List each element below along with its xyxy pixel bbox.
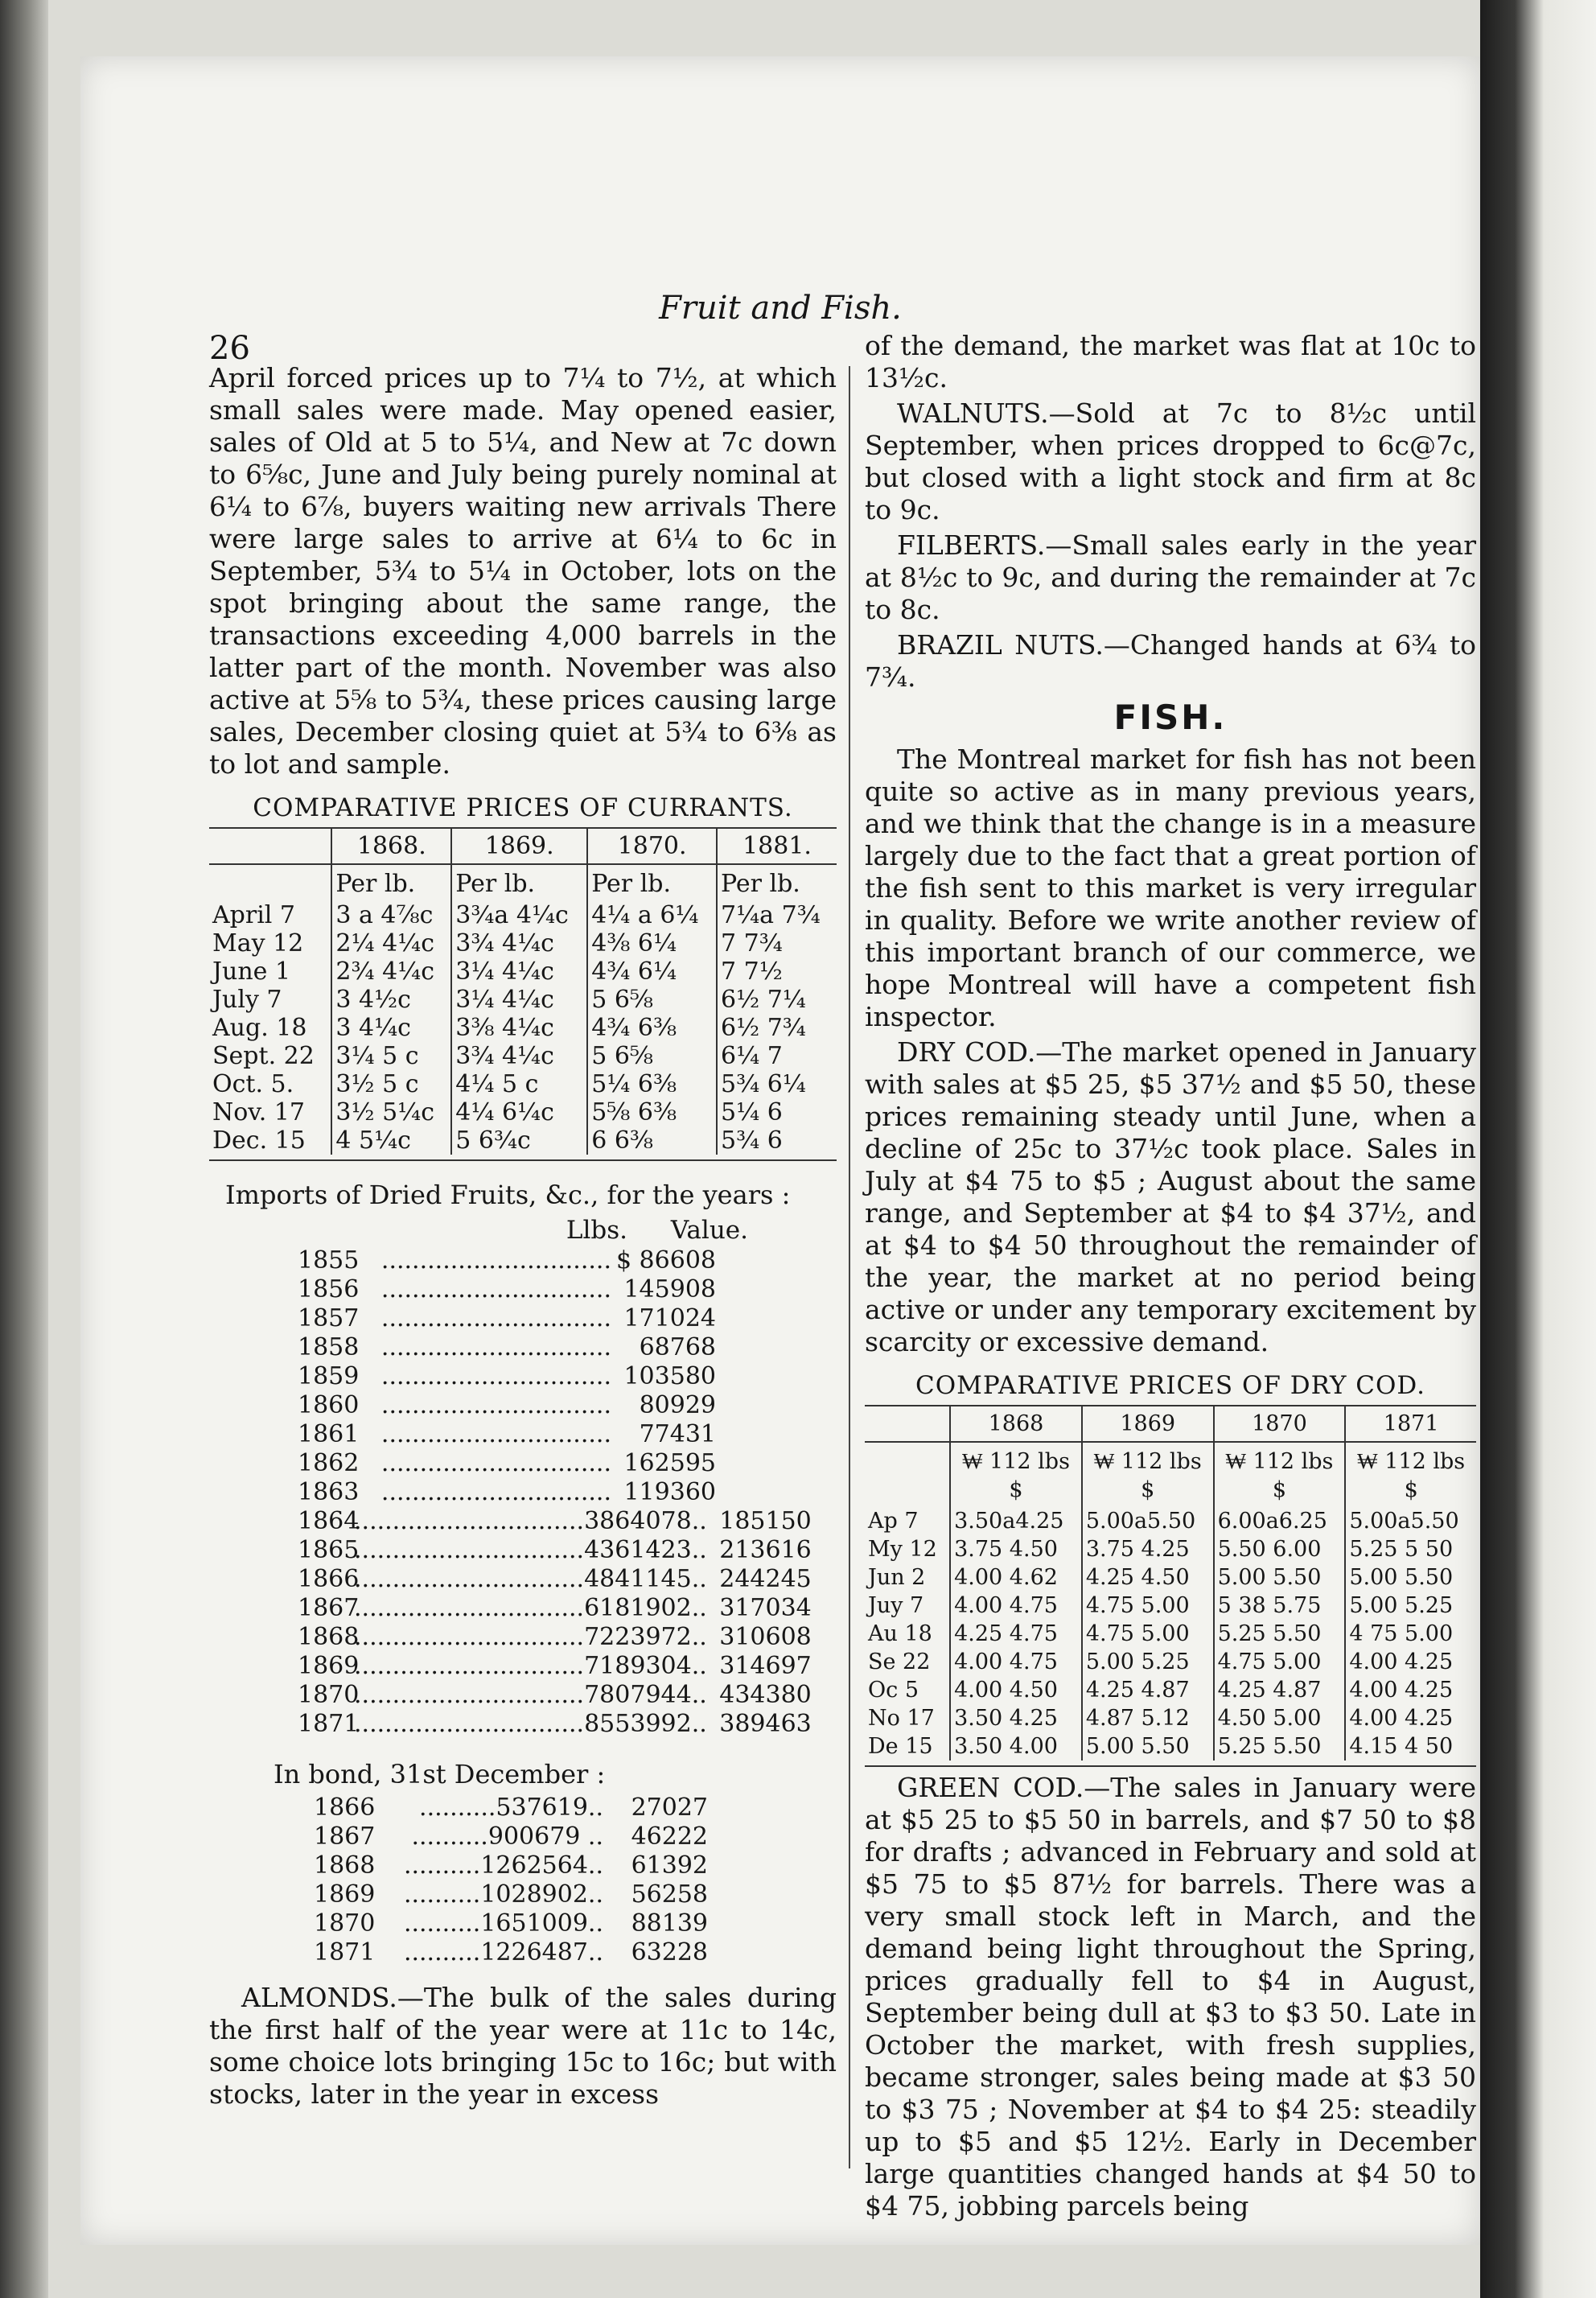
price-cell: 4¼ 5 c [451,1070,587,1098]
price-cell: 3 4½c [331,986,451,1014]
date-cell: June 1 [212,958,291,986]
price-cell: 4.00 4.50 [950,1676,1082,1704]
leader-dots: .............................. [354,1681,585,1709]
year-cell: 1866 [298,1565,360,1593]
fish-intro-paragraph: The Montreal market for fish has not been quite so active as in many previous years, and we think that the change is in a measure largely due to the fact that a great portion of the fish sent to this market is very irregular in quality. Before we write another review of this important branch of our commerce, we hope Montreal will have a competent fish inspector. [865,743,1476,1032]
lbs-cell [354,1565,707,1594]
dry-cod-table [865,1405,1476,1761]
list-item [209,1909,837,1938]
date-cell: Oc 5 [868,1678,919,1703]
leader-dots: .............................. [380,1420,611,1448]
brazil-nuts-paragraph: BRAZIL NUTS.—Changed hands at 6¾ to 7¾. [865,629,1476,693]
column-divider [849,366,850,2168]
price-cell: 3¾ 4¼c [451,1042,587,1070]
table-row [209,1126,837,1155]
price-cell: 3.50 4.00 [950,1732,1082,1761]
lbs-cell [354,1710,707,1739]
date-cell: Au 18 [868,1621,932,1646]
leader-dots: .............................. [354,1507,585,1535]
leader-dots: .............................. [354,1565,585,1593]
date-cell: Oct. 5. [212,1070,294,1098]
bond-list [209,1794,837,1967]
price-cell: 4.25 4.75 [950,1620,1082,1648]
lbs-cell [354,1304,611,1333]
date-cell: No 17 [868,1706,935,1731]
price-cell: 5.00 5.50 [1214,1563,1346,1592]
price-cell: 4.00 4.75 [950,1648,1082,1676]
price-cell: 5 38 5.75 [1214,1592,1346,1620]
date-cell: July 7 [212,986,282,1014]
leader-dots: .............................. [380,1391,611,1419]
price-cell: 5.00a5.50 [1345,1507,1476,1535]
value-cell: $ 86608 [615,1246,716,1275]
lbs-cell [378,1938,603,1967]
date-cell: Jun 2 [868,1565,926,1590]
lbs-value: 7223972.. [584,1623,707,1651]
currants-table [209,827,837,1155]
price-cell: 3¼ 4¼c [451,958,587,986]
year-cell: 1860 [298,1391,360,1419]
price-cell: 4¾ 6¼ [587,958,717,986]
unit-label: Per lb. [331,864,451,901]
lbs-cell [354,1420,611,1449]
corner-cell [209,828,331,864]
table-row [865,1507,1476,1535]
table-row [865,1563,1476,1592]
date-cell: May 12 [212,929,304,958]
price-cell: 4¾ 6⅜ [587,1014,717,1042]
value-cell: 27027 [631,1794,708,1822]
list-item [209,1536,837,1565]
price-cell: 4.75 5.00 [1082,1592,1214,1620]
price-cell: 4¼ 6¼c [451,1098,587,1126]
year-cell: 1864 [298,1507,360,1535]
value-cell: 61392 [631,1851,708,1880]
price-cell: 4⅜ 6¼ [587,929,717,958]
currants-paragraph: April forced prices up to 7¼ to 7½, at which small sales were made. May opened easier, sales of Old at 5 to 5¼, and New at 7c down to 6⅝c, June and July being purely nominal at 6¼ to 6⅞, buyers waiting new arrivals There were large sales to arrive at 6¼ to 6c in September, 5¾ to 5¼ in October, lots on the spot bringing about the same range, the transactions exceeding 4,000 barrels in the latter part of the month. November was also active at 5⅝ to 5¾, these prices causing large sales, December closing quiet at 5¾ to 6⅜ as to lot and sample. [209,362,837,780]
lbs-value: 1226487.. [480,1938,603,1966]
price-cell: 4.25 4.87 [1082,1676,1214,1704]
lbs-value: 1651009.. [480,1909,603,1938]
list-item [209,1333,837,1362]
leader-dots: .......... [403,1938,481,1966]
list-item [209,1362,837,1391]
lbs-value: 1028902.. [480,1880,603,1909]
year-header: 1868 [950,1406,1082,1442]
lbs-cell [354,1275,611,1304]
year-header: 1870 [1214,1406,1346,1442]
year-cell: 1867 [314,1822,376,1851]
price-cell: 5 6⅝ [587,986,717,1014]
table-row [865,1592,1476,1620]
lbs-value: 6181902.. [584,1594,707,1622]
value-cell: 103580 [623,1362,716,1390]
price-cell: 6.00a6.25 [1214,1507,1346,1535]
date-cell: Sept. 22 [212,1042,315,1070]
table-row [865,1535,1476,1563]
lbs-value: 7807944.. [584,1681,707,1709]
price-cell: 5¾ 6¼ [717,1070,837,1098]
table-rule [865,1765,1476,1767]
leader-dots: .............................. [380,1304,611,1332]
lbs-cell [354,1362,611,1391]
year-header: 1870. [587,828,717,864]
year-cell: 1859 [298,1362,360,1390]
leader-dots: .............................. [380,1275,611,1303]
year-cell: 1861 [298,1420,360,1448]
year-cell: 1869 [298,1652,360,1680]
price-cell: 5.00 5.25 [1345,1592,1476,1620]
list-item [209,1880,837,1909]
value-header: Value. [670,1216,748,1245]
list-item [209,1623,837,1652]
price-cell: 4.00 4.62 [950,1563,1082,1592]
price-cell: 6½ 7¼ [717,986,837,1014]
unit-label: Per lb. [451,864,587,901]
value-cell: 88139 [631,1909,708,1938]
price-cell: 2¾ 4¼c [331,958,451,986]
year-cell: 1868 [314,1851,376,1880]
leader-dots: .......... [403,1909,481,1938]
list-item [209,1594,837,1623]
price-cell: 4.25 4.50 [1082,1563,1214,1592]
date-cell: De 15 [868,1734,933,1759]
table-row [865,1732,1476,1761]
table-row [865,1704,1476,1732]
value-cell: 63228 [631,1938,708,1966]
date-cell: April 7 [212,901,296,929]
price-cell: 5 6¾c [451,1126,587,1155]
price-cell: 5.50 6.00 [1214,1535,1346,1563]
walnuts-paragraph: WALNUTS.—Sold at 7c to 8½c until September, when prices dropped to 6c@7c, but closed with a light stock and firm at 8c to 9c. [865,397,1476,525]
list-item [209,1794,837,1822]
list-item [209,1822,837,1851]
price-cell: 4¼ a 6¼ [587,901,717,929]
year-cell: 1871 [298,1710,360,1738]
unit-label: ₩ 112 lbs $ [1082,1442,1214,1507]
lbs-cell [378,1909,603,1938]
corner-cell [209,864,331,901]
price-cell: 4.75 5.00 [1214,1648,1346,1676]
filberts-paragraph: FILBERTS.—Small sales early in the year at 8½c to 9c, and during the remainder at 7c to 8c. [865,529,1476,625]
leader-dots: .............................. [354,1710,585,1738]
year-cell: 1865 [298,1536,360,1564]
date-cell: Juy 7 [868,1593,924,1618]
value-cell: 46222 [631,1822,708,1851]
year-cell: 1856 [298,1275,360,1303]
value-cell: 56258 [631,1880,708,1909]
year-cell: 1869 [314,1880,376,1909]
leader-dots: .......... [403,1851,481,1880]
price-cell: 3¼ 4¼c [451,986,587,1014]
value-cell: 77431 [639,1420,716,1448]
unit-label: Per lb. [587,864,717,901]
almonds-paragraph: ALMONDS.—The bulk of the sales during the first half of the year were at 11c to 14c, some choice lots bringing 15c to 16c; but with stocks, later in the year in excess [209,1982,837,2110]
year-cell: 1866 [314,1794,376,1822]
table-row [209,1070,837,1098]
leader-dots: .............................. [380,1362,611,1390]
leader-dots: .......... [403,1880,481,1909]
leader-dots: .............................. [354,1652,585,1680]
price-cell: 4.00 4.25 [1345,1704,1476,1732]
price-cell: 3.75 4.25 [1082,1535,1214,1563]
unit-label: ₩ 112 lbs $ [1345,1442,1476,1507]
year-header: 1869. [451,828,587,864]
year-header: 1881. [717,828,837,864]
value-cell: 314697 [719,1652,812,1680]
date-cell: Nov. 17 [212,1098,305,1126]
price-cell: 5.25 5.50 [1214,1732,1346,1761]
value-cell: 119360 [623,1478,716,1506]
value-cell: 145908 [623,1275,716,1303]
price-cell: 3¾a 4¼c [451,901,587,929]
price-cell: 4.25 4.87 [1214,1676,1346,1704]
unit-label: ₩ 112 lbs $ [1214,1442,1346,1507]
leader-dots: .............................. [380,1333,611,1361]
green-cod-paragraph: GREEN COD.—The sales in January were at $5 25 to $5 50 in barrels, and $7 50 to $8 for drafts ; advanced in February and sold at $5 75 to $5 87½ for barrels. There was a very small stock left in March, and the demand being light throughout the Spring, prices gradually fell to $4 in August, September being dull at $3 to $3 50. Late in October the market, with fresh supplies, became stronger, sales being made at $3 50 to $3 75 ; November at $4 to $4 25: steadily up to $5 and $5 12½. Early in December large quantities changed hands at $4 50 to $4 75, jobbing parcels being [865,1772,1476,2222]
lbs-cell [378,1822,603,1851]
imports-list [209,1246,837,1739]
lbs-value: 3864078.. [584,1507,707,1535]
table-row [209,958,837,986]
price-cell: 3½ 5 c [331,1070,451,1098]
date-cell: Se 22 [868,1649,931,1674]
lbs-cell [354,1652,707,1681]
price-cell: 5¼ 6⅜ [587,1070,717,1098]
value-cell: 171024 [623,1304,716,1332]
date-cell: Ap 7 [868,1509,919,1534]
price-cell: 3.50 4.25 [950,1704,1082,1732]
date-cell: Dec. 15 [212,1126,306,1155]
value-cell: 213616 [719,1536,812,1564]
list-item [209,1246,837,1275]
price-cell: 4.15 4 50 [1345,1732,1476,1761]
lbs-value: 4841145.. [584,1565,707,1593]
lbs-value: 8553992.. [584,1710,707,1738]
price-cell: 4 5¼c [331,1126,451,1155]
price-cell: 3⅜ 4¼c [451,1014,587,1042]
price-cell: 4.87 5.12 [1082,1704,1214,1732]
price-cell: 5.00a5.50 [1082,1507,1214,1535]
imports-title: Imports of Dried Fruits, &c., for the years : [225,1180,791,1210]
left-column [209,362,837,2114]
imports-column-headers [209,1214,837,1246]
lbs-cell [354,1246,611,1275]
leader-dots: .............................. [354,1536,585,1564]
price-cell: 5.00 5.50 [1345,1563,1476,1592]
lbs-value: 1262564.. [480,1851,603,1880]
unit-label: Per lb. [717,864,837,901]
list-item [209,1449,837,1478]
table-rule [209,1159,837,1161]
value-cell: 434380 [719,1681,812,1709]
list-item [209,1681,837,1710]
list-item [209,1478,837,1507]
price-cell: 5¾ 6 [717,1126,837,1155]
price-cell: 4 75 5.00 [1345,1620,1476,1648]
book-page [80,56,1480,2245]
year-header: 1871 [1345,1406,1476,1442]
list-item [209,1304,837,1333]
year-cell: 1862 [298,1449,360,1477]
corner-cell [865,1406,950,1442]
lbs-cell [354,1478,611,1507]
list-item [209,1652,837,1681]
right-column [865,330,1476,2226]
year-header: 1869 [1082,1406,1214,1442]
corner-cell [865,1442,950,1507]
dry-cod-paragraph: DRY COD.—The market opened in January with sales at $5 25, $5 37½ and $5 50, these prices remaining steady until June, when a decline of 25c to 37½c took place. Sales in July at $4 75 to $5 ; August about the same range, and September at $4 to $4 37½, and at $4 to $4 50 throughout the remainder of the year, the market at no period being active or under any temporary excitement by scarcity or excessive demand. [865,1036,1476,1357]
list-item [209,1507,837,1536]
year-cell: 1870 [298,1681,360,1709]
lbs-cell [354,1449,611,1478]
lbs-cell [354,1594,707,1623]
price-cell: 6½ 7¾ [717,1014,837,1042]
table-row [209,1042,837,1070]
lbs-value: 4361423.. [584,1536,707,1564]
lbs-cell [354,1391,611,1420]
lbs-cell [378,1851,603,1880]
leader-dots: .............................. [380,1478,611,1506]
list-item [209,1851,837,1880]
continued-paragraph: of the demand, the market was flat at 10c to 13½c. [865,330,1476,393]
book-spine-edge [0,0,48,2298]
price-cell: 5.25 5 50 [1345,1535,1476,1563]
price-cell: 4.75 5.00 [1082,1620,1214,1648]
date-cell: My 12 [868,1537,937,1562]
page-number: 26 [209,330,250,367]
leader-dots: .............................. [354,1623,585,1651]
lbs-cell [354,1333,611,1362]
price-cell: 3.50a4.25 [950,1507,1082,1535]
price-cell: 5⅝ 6⅜ [587,1098,717,1126]
price-cell: 3¼ 5 c [331,1042,451,1070]
year-cell: 1863 [298,1478,360,1506]
lbs-value: 537619.. [496,1794,603,1822]
year-cell: 1855 [298,1246,360,1275]
table-row [209,929,837,958]
fish-heading: FISH. [1113,698,1228,737]
lbs-cell [378,1880,603,1909]
year-cell: 1868 [298,1623,360,1651]
lbs-cell [354,1681,707,1710]
lbs-cell [378,1794,603,1822]
year-cell: 1858 [298,1333,360,1361]
price-cell: 7¼a 7¾ [717,901,837,929]
price-cell: 3½ 5¼c [331,1098,451,1126]
lbs-cell [354,1536,707,1565]
value-cell: 162595 [623,1449,716,1477]
list-item [209,1710,837,1739]
price-cell: 5¼ 6 [717,1098,837,1126]
unit-label: ₩ 112 lbs $ [950,1442,1082,1507]
value-cell: 244245 [719,1565,812,1593]
list-item [209,1420,837,1449]
list-item [209,1275,837,1304]
table-row [865,1648,1476,1676]
price-cell: 4.00 4.25 [1345,1648,1476,1676]
price-cell: 5.25 5.50 [1214,1620,1346,1648]
lbs-value: 7189304.. [584,1652,707,1680]
price-cell: 5 6⅝ [587,1042,717,1070]
leader-dots: .......... [419,1794,496,1822]
price-cell: 5.00 5.25 [1082,1648,1214,1676]
bond-title: In bond, 31st December : [274,1759,606,1789]
value-cell: 310608 [719,1623,812,1651]
table-row [865,1676,1476,1704]
lbs-cell [354,1623,707,1652]
value-cell: 68768 [639,1333,716,1361]
value-cell: 80929 [639,1391,716,1419]
lbs-header: Llbs. [566,1216,627,1245]
value-cell: 317034 [719,1594,812,1622]
running-header: Fruit and Fish. [659,290,902,327]
leader-dots: .......... [411,1822,488,1851]
price-cell: 5.00 5.50 [1082,1732,1214,1761]
price-cell: 4.50 5.00 [1214,1704,1346,1732]
table-row [209,1014,837,1042]
year-header: 1868. [331,828,451,864]
year-cell: 1871 [314,1938,376,1966]
adjacent-page-edge [1480,0,1596,2298]
table-row [209,1098,837,1126]
dry-cod-table-title: COMPARATIVE PRICES OF DRY COD. [915,1371,1426,1400]
table-row [865,1620,1476,1648]
leader-dots: .............................. [380,1246,611,1275]
price-cell: 3.75 4.50 [950,1535,1082,1563]
price-cell: 3 a 4⅞c [331,901,451,929]
price-cell: 7 7½ [717,958,837,986]
price-cell: 4.00 4.75 [950,1592,1082,1620]
price-cell: 6 6⅜ [587,1126,717,1155]
lbs-value: 900679 .. [487,1822,603,1851]
price-cell: 7 7¾ [717,929,837,958]
value-cell: 185150 [719,1507,812,1535]
lbs-cell [354,1507,707,1536]
leader-dots: .............................. [354,1594,585,1622]
price-cell: 2¼ 4¼c [331,929,451,958]
list-item [209,1938,837,1967]
year-cell: 1857 [298,1304,360,1332]
date-cell: Aug. 18 [212,1014,307,1042]
price-cell: 6¼ 7 [717,1042,837,1070]
year-cell: 1870 [314,1909,376,1938]
currants-table-title: COMPARATIVE PRICES OF CURRANTS. [253,793,793,822]
table-row [209,901,837,929]
year-cell: 1867 [298,1594,360,1622]
price-cell: 3 4¼c [331,1014,451,1042]
leader-dots: .............................. [380,1449,611,1477]
price-cell: 4.00 4.25 [1345,1676,1476,1704]
list-item [209,1565,837,1594]
price-cell: 3¾ 4¼c [451,929,587,958]
list-item [209,1391,837,1420]
value-cell: 389463 [719,1710,812,1738]
table-row [209,986,837,1014]
